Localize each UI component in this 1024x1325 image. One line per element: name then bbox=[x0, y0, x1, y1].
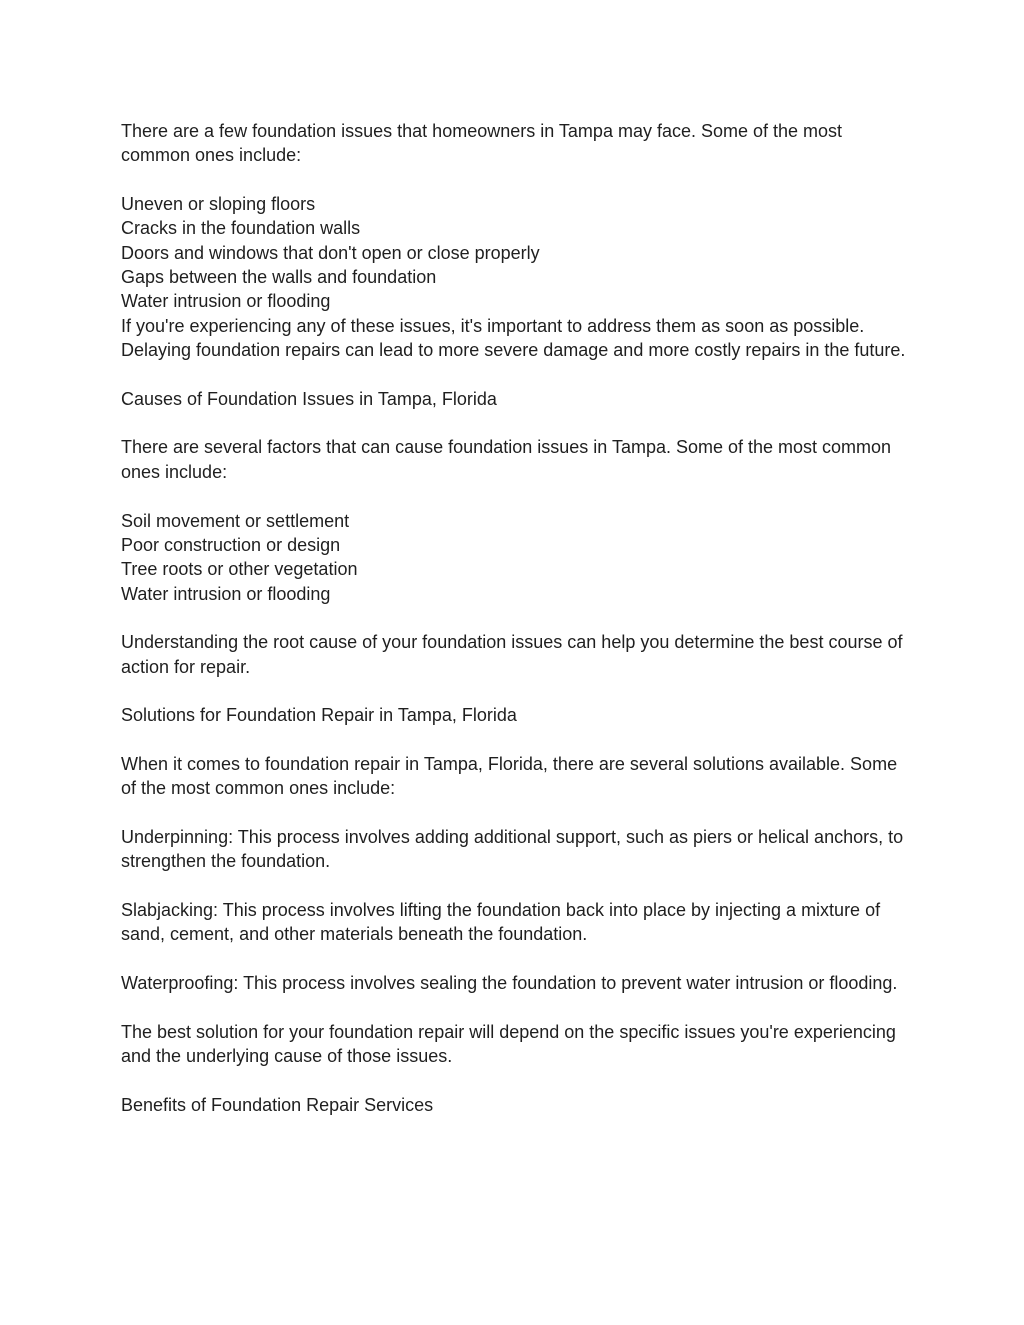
causes-list bbox=[121, 509, 911, 606]
solutions-followup-paragraph: The best solution for your foundation repair will depend on the specific issues you're experiencing and the underlying cause of those issues. bbox=[121, 1021, 896, 1067]
issues-followup-paragraph: If you're experiencing any of these issues, it's important to address them as soon as possible. Delaying foundation repairs can lead to more severe damage and more costly repairs in the future. bbox=[121, 315, 906, 361]
issue-item: Gaps between the walls and foundation bbox=[121, 267, 437, 288]
causes-intro-paragraph: There are several factors that can cause foundation issues in Tampa. Some of the most common ones include: bbox=[121, 437, 892, 482]
solutions-intro-paragraph: When it comes to foundation repair in Tampa, Florida, there are several solutions available. Some of the most common ones include: bbox=[121, 753, 898, 799]
issue-item: Cracks in the foundation walls bbox=[121, 218, 361, 239]
issue-item: Doors and windows that don't open or close properly bbox=[121, 242, 540, 263]
cause-item: Water intrusion or flooding bbox=[121, 583, 331, 604]
issue-item: Water intrusion or flooding bbox=[121, 291, 331, 312]
cause-item: Tree roots or other vegetation bbox=[121, 559, 358, 580]
cause-item: Poor construction or design bbox=[121, 534, 341, 555]
causes-followup-paragraph: Understanding the root cause of your foundation issues can help you determine the best course of action for repair. bbox=[121, 632, 903, 677]
document-page bbox=[121, 119, 911, 1141]
solution-item-underpinning: Underpinning: This process involves adding additional support, such as piers or helical anchors, to strengthen the foundation. bbox=[121, 826, 904, 872]
causes-heading: Causes of Foundation Issues in Tampa, Florida bbox=[121, 388, 497, 409]
benefits-heading: Benefits of Foundation Repair Services bbox=[121, 1094, 434, 1115]
issue-item: Uneven or sloping floors bbox=[121, 194, 316, 215]
solution-item-waterproofing: Waterproofing: This process involves sealing the foundation to prevent water intrusion or flooding. bbox=[121, 973, 898, 994]
issues-list bbox=[121, 192, 911, 314]
cause-item: Soil movement or settlement bbox=[121, 510, 350, 531]
solutions-heading: Solutions for Foundation Repair in Tampa, Florida bbox=[121, 705, 517, 726]
intro-paragraph: There are a few foundation issues that homeowners in Tampa may face. Some of the most common ones include: bbox=[121, 121, 843, 166]
solution-item-slabjacking: Slabjacking: This process involves lifting the foundation back into place by injecting a mixture of sand, cement, and other materials beneath the foundation. bbox=[121, 900, 881, 945]
